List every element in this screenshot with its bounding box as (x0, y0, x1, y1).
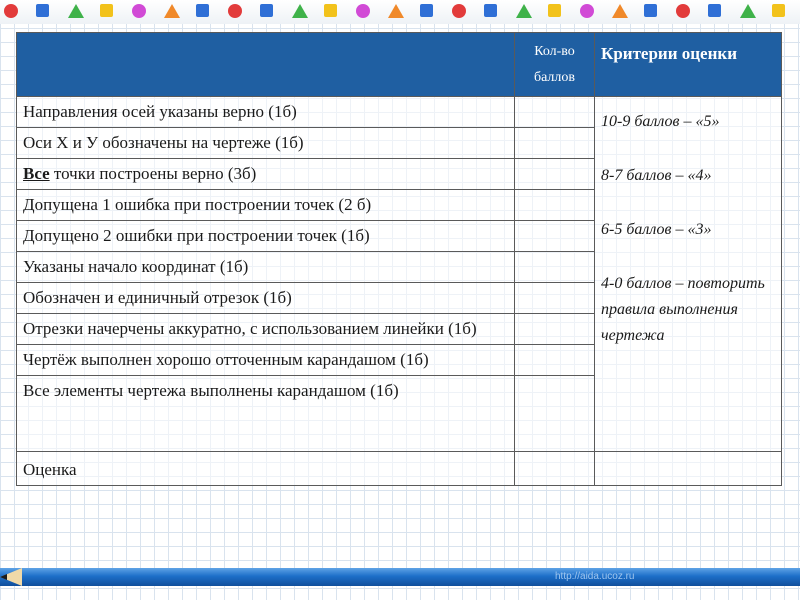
ball-decoration (356, 4, 370, 18)
triangle-decoration (516, 4, 532, 18)
header-blank-cell (17, 33, 515, 97)
cube-decoration (100, 4, 113, 17)
triangle-decoration (388, 4, 404, 18)
row-text: Обозначен и единичный отрезок (1б) (17, 283, 515, 314)
row-points-cell (515, 159, 595, 190)
grading-criterion: 6-5 баллов – «3» (601, 221, 712, 238)
row-text: Чертёж выполнен хорошо отточенным карандашом (1б) (17, 345, 515, 376)
row-text: Отрезки начерчены аккуратно, с использованием линейки (1б) (17, 314, 515, 345)
row-points-cell (515, 190, 595, 221)
grading-criterion: 4-0 баллов – повторить правила выполнения чертежа (601, 275, 765, 344)
triangle-decoration (740, 4, 756, 18)
row-text: Указаны начало координат (1б) (17, 252, 515, 283)
header-points-line2: баллов (533, 70, 576, 85)
header-criteria-cell: Критерии оценки (595, 33, 782, 97)
ball-decoration (4, 4, 18, 18)
row-points-cell (515, 252, 595, 283)
ball-decoration (580, 4, 594, 18)
row-text: Допущено 2 ошибки при построении точек (1б) (17, 221, 515, 252)
grade-row (17, 452, 782, 486)
cube-decoration (260, 4, 273, 17)
grading-criterion: 8-7 баллов – «4» (601, 167, 712, 184)
header-points-line1: Кол-во (534, 44, 575, 59)
row-points-cell (515, 97, 595, 128)
cube-decoration (772, 4, 785, 17)
cube-decoration (548, 4, 561, 17)
cube-decoration (420, 4, 433, 17)
grading-criterion: 10-9 баллов – «5» (601, 113, 720, 130)
ball-decoration (676, 4, 690, 18)
criteria-table (16, 32, 782, 486)
row-text: Все элементы чертежа выполнены карандашом (1б) (17, 376, 515, 452)
triangle-decoration (68, 4, 84, 18)
cube-decoration (324, 4, 337, 17)
cube-decoration (708, 4, 721, 17)
row-points-cell (515, 221, 595, 252)
grade-points-cell (515, 452, 595, 486)
top-decorative-border (0, 0, 800, 24)
row-points-cell (515, 376, 595, 452)
ball-decoration (228, 4, 242, 18)
table-header-row (17, 33, 782, 97)
row-text: Оси Х и У обозначены на чертеже (1б) (17, 128, 515, 159)
row-text: Направления осей указаны верно (1б) (17, 97, 515, 128)
triangle-decoration (612, 4, 628, 18)
header-points-cell (515, 33, 595, 97)
grading-criteria-cell (595, 97, 782, 452)
cube-decoration (36, 4, 49, 17)
triangle-decoration (292, 4, 308, 18)
row-points-cell (515, 314, 595, 345)
row-points-cell (515, 345, 595, 376)
pencil-decoration (0, 568, 800, 586)
row-text: точки построены верно (3б) (49, 164, 257, 183)
cube-decoration (484, 4, 497, 17)
row-points-cell (515, 128, 595, 159)
grade-value-cell (595, 452, 782, 486)
cube-decoration (644, 4, 657, 17)
grade-label: Оценка (17, 452, 515, 486)
ball-decoration (452, 4, 466, 18)
cube-decoration (196, 4, 209, 17)
table-row (17, 97, 782, 128)
row-text: Допущена 1 ошибка при построении точек (2 б) (17, 190, 515, 221)
watermark: http://aida.ucoz.ru (555, 571, 635, 582)
row-text-emphasis: Все (23, 164, 50, 183)
ball-decoration (132, 4, 146, 18)
triangle-decoration (164, 4, 180, 18)
pencil-lead-decoration (0, 574, 7, 580)
row-text-cell (17, 159, 515, 190)
row-points-cell (515, 283, 595, 314)
